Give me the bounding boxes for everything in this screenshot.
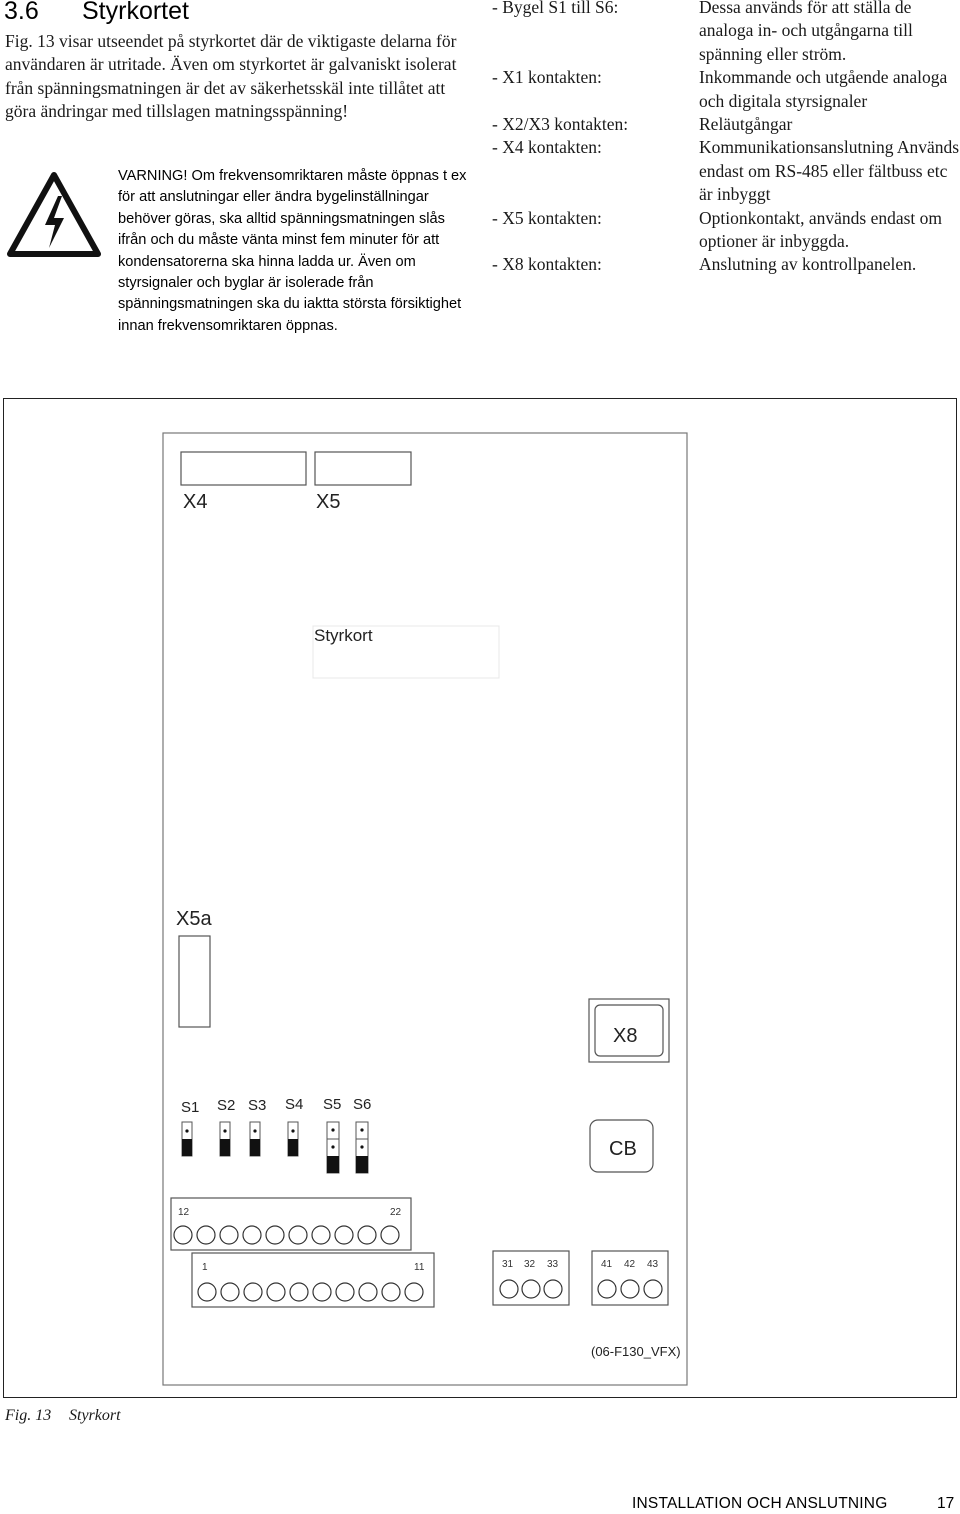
jumper-s2-label: S2	[217, 1097, 236, 1114]
x1-upper-terminal-strip	[171, 1198, 411, 1250]
terminal-12-label: 12	[178, 1207, 190, 1218]
x5a-connector	[179, 936, 210, 1027]
jumper-s1-label: S1	[181, 1099, 200, 1116]
figure-reference: (06-F130_VFX)	[591, 1344, 681, 1359]
high-voltage-warning-icon	[5, 170, 103, 260]
terminal-42-label: 42	[624, 1259, 636, 1270]
definition-term: - X1 kontakten:	[492, 67, 602, 88]
x5-label: X5	[316, 491, 341, 513]
board-label: Styrkort	[314, 626, 373, 645]
terminal-32-label: 32	[524, 1259, 536, 1270]
jumper-s4	[288, 1122, 298, 1156]
cb-label: CB	[609, 1138, 637, 1160]
jumper-s6	[356, 1122, 368, 1173]
terminal-31-label: 31	[502, 1259, 514, 1270]
definition-desc: Anslutning av kontrollpanelen.	[699, 254, 917, 275]
terminal-33-label: 33	[547, 1259, 559, 1270]
jumper-s5	[327, 1122, 339, 1173]
definition-term: - X8 kontakten:	[492, 254, 602, 275]
definition-row	[492, 207, 960, 254]
x5-connector	[315, 452, 411, 485]
jumper-s3-label: S3	[248, 1097, 267, 1114]
intro-paragraph: Fig. 13 visar utseendet på styrkortet där de viktigaste delarna för användaren är utritade. Även om styrkortet är galvaniskt isolerat från spänningsmatningen är det av säkerhetsskäl inte tillåtet att göra ändringar med tillslagen matningsspänning!	[5, 31, 457, 122]
jumper-s5-label: S5	[323, 1096, 342, 1113]
warning-text: VARNING! Om frekvensomriktaren måste öppnas t ex för att anslutningar eller ändra bygelinställningar behöver göras, ska alltid spänningsmatningen slås ifrån och du måste vänta minst fem minuter för att kondensatorerna ska hinna ladda ur. Även om styrsignaler och byglar är isolerade från spänningsmatningen ska du iaktta största försiktighet innan frekvensomriktaren öppnas.	[118, 168, 467, 334]
definition-row	[492, 0, 960, 66]
definition-row	[492, 113, 960, 136]
caption-title: Styrkort	[69, 1407, 121, 1424]
section-number: 3.6	[4, 0, 39, 25]
definition-term: - X5 kontakten:	[492, 207, 602, 228]
jumper-s4-label: S4	[285, 1096, 304, 1113]
footer-page-number: 17	[937, 1495, 955, 1512]
x4-label: X4	[183, 491, 208, 513]
terminal-1-label: 1	[202, 1262, 208, 1273]
definition-term: - X2/X3 kontakten:	[492, 114, 629, 135]
definition-row	[492, 66, 960, 113]
jumper-s6-label: S6	[353, 1096, 372, 1113]
jumper-s3	[250, 1122, 260, 1156]
terminal-43-label: 43	[647, 1259, 659, 1270]
definition-row	[492, 136, 960, 206]
definition-desc: Kommunikationsanslutning Används endast om RS-485 eller fältbuss etc är inbyggt	[699, 137, 960, 205]
section-heading	[4, 0, 189, 28]
terminal-22-label: 22	[390, 1207, 402, 1218]
definition-desc: Optionkontakt, används endast om optioner är inbyggda.	[699, 207, 943, 252]
caption-number: Fig. 13	[5, 1407, 52, 1424]
x1-lower-terminal-strip	[192, 1253, 434, 1307]
definition-desc: Inkommande och utgående analoga och digitala styrsignaler	[699, 67, 948, 111]
figure-caption	[5, 1407, 121, 1425]
terminal-41-label: 41	[601, 1259, 613, 1270]
x4-connector	[181, 452, 306, 485]
definition-term: - Bygel S1 till S6:	[492, 0, 619, 17]
board-outline	[163, 433, 687, 1385]
definition-desc: Reläutgångar	[699, 114, 793, 135]
terminal-11-label: 11	[414, 1262, 425, 1273]
definition-term: - X4 kontakten:	[492, 137, 602, 158]
jumper-s1	[182, 1122, 192, 1156]
section-title: Styrkortet	[82, 0, 189, 25]
x5a-label: X5a	[176, 908, 212, 930]
connector-definitions	[492, 0, 960, 277]
footer-chapter-title: INSTALLATION OCH ANSLUTNING	[632, 1495, 888, 1512]
definition-row	[492, 253, 960, 276]
definition-desc: Dessa används för att ställa de analoga in- och utgångarna till spänning eller ström.	[699, 0, 913, 64]
jumper-s2	[220, 1122, 230, 1156]
control-board-diagram	[3, 398, 957, 1398]
x8-label: X8	[613, 1025, 638, 1047]
